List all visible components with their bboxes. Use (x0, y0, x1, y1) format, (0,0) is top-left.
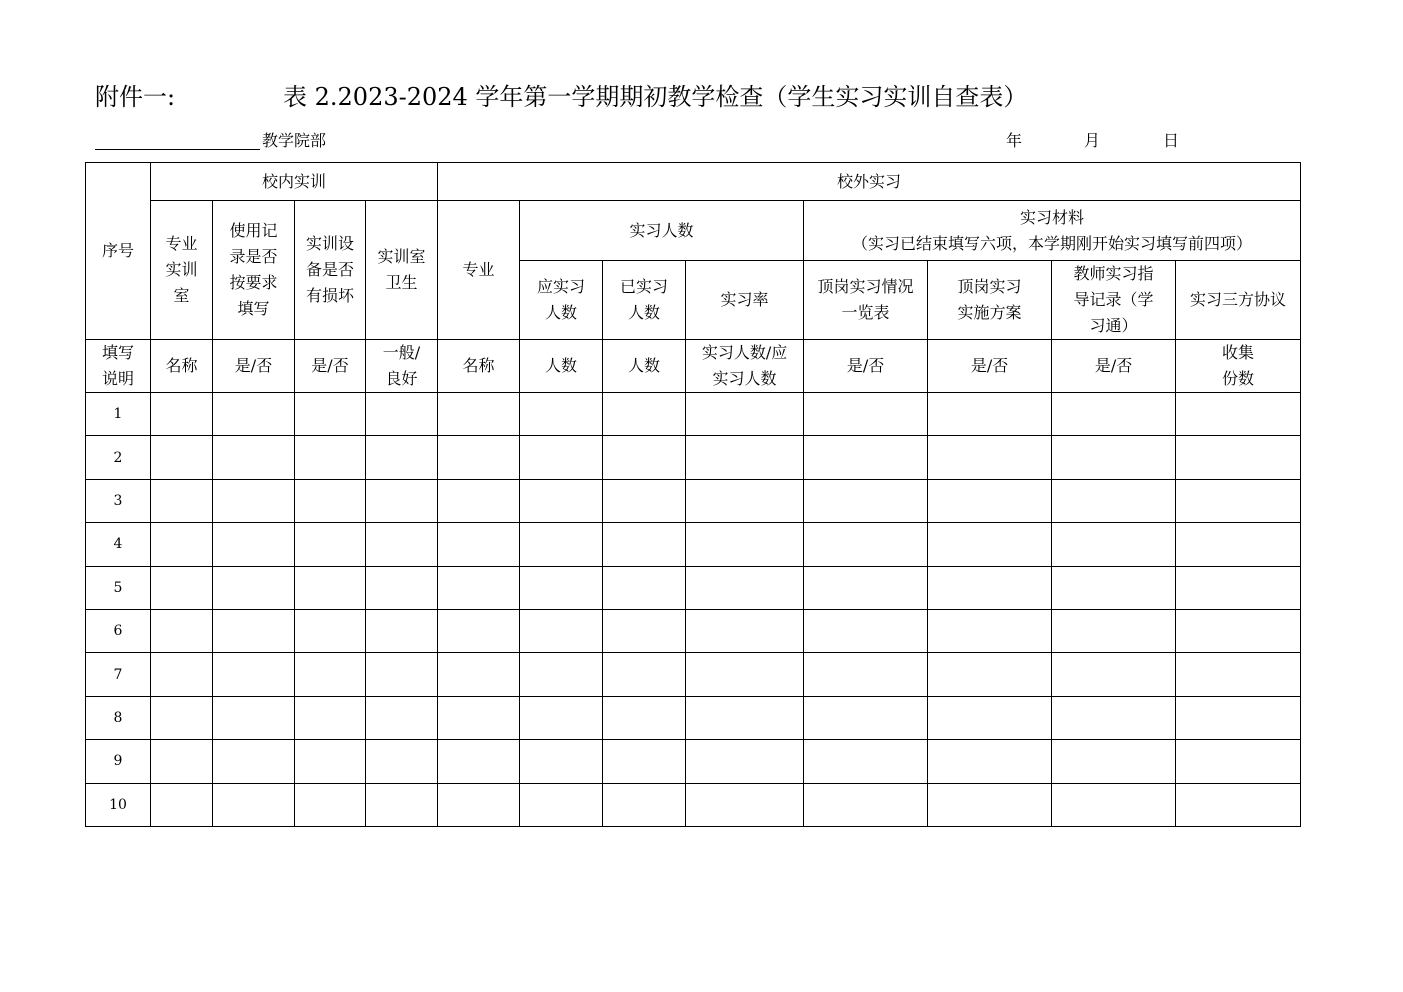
col-actual-count-header (603, 261, 686, 340)
blank-cell[interactable] (928, 566, 1052, 609)
blank-cell[interactable] (366, 740, 438, 783)
table-row (86, 696, 1301, 739)
blank-cell[interactable] (686, 566, 804, 609)
col-plan-text: 顶岗实习实施方案 (957, 277, 1022, 322)
fill-instructions-row (86, 340, 1301, 393)
row-number: 8 (86, 696, 151, 739)
blank-cell[interactable] (213, 609, 295, 652)
blank-cell[interactable] (366, 566, 438, 609)
blank-cell[interactable] (1176, 436, 1301, 479)
fill-cell (686, 340, 804, 393)
blank-cell[interactable] (1052, 609, 1176, 652)
blank-cell[interactable] (928, 436, 1052, 479)
blank-cell[interactable] (366, 696, 438, 739)
blank-cell[interactable] (520, 653, 603, 696)
dept-blank-line (95, 149, 260, 150)
blank-cell[interactable] (438, 566, 520, 609)
col-guidance-header (1052, 261, 1176, 340)
blank-cell[interactable] (1052, 740, 1176, 783)
data-rows (86, 393, 1301, 827)
blank-cell[interactable] (366, 393, 438, 436)
col-agreement-header: 实习三方协议 (1176, 261, 1301, 340)
blank-cell[interactable] (686, 436, 804, 479)
blank-cell[interactable] (213, 479, 295, 522)
fill-cell: 是/否 (928, 340, 1052, 393)
blank-cell[interactable] (520, 479, 603, 522)
blank-cell[interactable] (928, 696, 1052, 739)
blank-cell[interactable] (151, 393, 213, 436)
blank-cell[interactable] (295, 523, 366, 566)
date-day-label: 日 (1163, 131, 1180, 150)
blank-cell[interactable] (151, 696, 213, 739)
blank-cell[interactable] (804, 479, 928, 522)
blank-cell[interactable] (686, 783, 804, 826)
blank-cell[interactable] (520, 436, 603, 479)
blank-cell[interactable] (151, 523, 213, 566)
row-number: 3 (86, 479, 151, 522)
col-plan-header (928, 261, 1052, 340)
intern-materials-header (804, 201, 1301, 261)
row-number: 1 (86, 393, 151, 436)
blank-cell[interactable] (295, 740, 366, 783)
blank-cell[interactable] (603, 783, 686, 826)
blank-cell[interactable] (928, 653, 1052, 696)
fill-cell: 是/否 (213, 340, 295, 393)
blank-cell[interactable] (928, 393, 1052, 436)
blank-cell[interactable] (295, 783, 366, 826)
blank-cell[interactable] (213, 393, 295, 436)
fill-cell: 名称 (151, 340, 213, 393)
blank-cell[interactable] (686, 609, 804, 652)
blank-cell[interactable] (295, 609, 366, 652)
fill-cell-text: 一般/良好 (382, 343, 421, 388)
col-expected-count-text: 应实习人数 (537, 277, 586, 322)
blank-cell[interactable] (1052, 479, 1176, 522)
blank-cell[interactable] (928, 609, 1052, 652)
blank-cell[interactable] (213, 566, 295, 609)
attachment-label: 附件一: (95, 83, 176, 111)
col-hygiene-text: 实训室卫生 (377, 247, 426, 292)
blank-cell[interactable] (928, 479, 1052, 522)
table-row (86, 479, 1301, 522)
blank-cell[interactable] (603, 523, 686, 566)
blank-cell[interactable] (1052, 653, 1176, 696)
date-month-label: 月 (1084, 131, 1101, 150)
col-usage-record-text: 使用记录是否按要求填写 (229, 221, 278, 318)
col-equipment-text: 实训设备是否有损坏 (306, 234, 355, 305)
blank-cell[interactable] (366, 783, 438, 826)
blank-cell[interactable] (1176, 479, 1301, 522)
blank-cell[interactable] (603, 609, 686, 652)
blank-cell[interactable] (213, 653, 295, 696)
table-row (86, 523, 1301, 566)
seq-header: 序号 (86, 163, 151, 340)
blank-cell[interactable] (804, 523, 928, 566)
blank-cell[interactable] (1176, 609, 1301, 652)
fill-cell: 名称 (438, 340, 520, 393)
blank-cell[interactable] (213, 783, 295, 826)
blank-cell[interactable] (804, 393, 928, 436)
external-internship-header: 校外实习 (438, 163, 1301, 201)
table-row (86, 783, 1301, 826)
table-row (86, 609, 1301, 652)
blank-cell[interactable] (295, 436, 366, 479)
blank-cell[interactable] (1052, 393, 1176, 436)
blank-cell[interactable] (804, 436, 928, 479)
blank-cell[interactable] (295, 393, 366, 436)
col-lab-text: 专业实训室 (165, 234, 198, 305)
row-number: 10 (86, 783, 151, 826)
blank-cell[interactable] (603, 479, 686, 522)
table-row (86, 740, 1301, 783)
col-usage-record-header (213, 201, 295, 340)
col-overview-text: 顶岗实习情况一览表 (817, 277, 914, 322)
blank-cell[interactable] (366, 653, 438, 696)
blank-cell[interactable] (1176, 393, 1301, 436)
blank-cell[interactable] (686, 523, 804, 566)
self-check-table (85, 162, 1301, 827)
row-number: 5 (86, 566, 151, 609)
blank-cell[interactable] (151, 783, 213, 826)
fill-cell-text: 收集份数 (1222, 343, 1255, 388)
table-row (86, 653, 1301, 696)
blank-cell[interactable] (151, 436, 213, 479)
blank-cell[interactable] (151, 609, 213, 652)
blank-cell[interactable] (603, 653, 686, 696)
col-actual-count-text: 已实习人数 (620, 277, 669, 322)
blank-cell[interactable] (1176, 696, 1301, 739)
blank-cell[interactable] (366, 523, 438, 566)
form-title: 表 2.2023-2024 学年第一学期期初教学检查（学生实习实训自查表） (283, 83, 1028, 111)
blank-cell[interactable] (520, 609, 603, 652)
blank-cell[interactable] (151, 479, 213, 522)
blank-cell[interactable] (1176, 523, 1301, 566)
blank-cell[interactable] (928, 523, 1052, 566)
blank-cell[interactable] (438, 479, 520, 522)
blank-cell[interactable] (213, 523, 295, 566)
blank-cell[interactable] (1176, 653, 1301, 696)
col-equipment-header (295, 201, 366, 340)
blank-cell[interactable] (295, 696, 366, 739)
blank-cell[interactable] (686, 479, 804, 522)
blank-cell[interactable] (520, 566, 603, 609)
blank-cell[interactable] (1052, 696, 1176, 739)
blank-cell[interactable] (295, 653, 366, 696)
blank-cell[interactable] (438, 653, 520, 696)
col-overview-header (804, 261, 928, 340)
blank-cell[interactable] (1052, 783, 1176, 826)
blank-cell[interactable] (686, 393, 804, 436)
blank-cell[interactable] (804, 696, 928, 739)
blank-cell[interactable] (520, 696, 603, 739)
blank-cell[interactable] (686, 696, 804, 739)
blank-cell[interactable] (213, 740, 295, 783)
col-expected-count-header (520, 261, 603, 340)
blank-cell[interactable] (366, 479, 438, 522)
blank-cell[interactable] (151, 653, 213, 696)
fill-cell: 是/否 (295, 340, 366, 393)
fill-cell-text: 实习人数/应实习人数 (701, 343, 788, 388)
blank-cell[interactable] (438, 436, 520, 479)
blank-cell[interactable] (928, 783, 1052, 826)
row-number: 7 (86, 653, 151, 696)
blank-cell[interactable] (295, 479, 366, 522)
blank-cell[interactable] (520, 740, 603, 783)
blank-cell[interactable] (366, 436, 438, 479)
blank-cell[interactable] (1052, 436, 1176, 479)
blank-cell[interactable] (1176, 566, 1301, 609)
col-guidance-text: 教师实习指导记录（学习通） (1073, 264, 1154, 335)
col-major-header: 专业 (438, 201, 520, 340)
col-lab-header (151, 201, 213, 340)
materials-title: 实习材料 (1020, 207, 1085, 227)
blank-cell[interactable] (213, 696, 295, 739)
blank-cell[interactable] (520, 783, 603, 826)
blank-cell[interactable] (928, 740, 1052, 783)
col-hygiene-header (366, 201, 438, 340)
materials-note: （实习已结束填写六项，本学期刚开始实习填写前四项） (852, 233, 1253, 253)
blank-cell[interactable] (151, 740, 213, 783)
fill-cell (366, 340, 438, 393)
row-number: 9 (86, 740, 151, 783)
internal-training-header: 校内实训 (151, 163, 438, 201)
blank-cell[interactable] (366, 609, 438, 652)
blank-cell[interactable] (520, 393, 603, 436)
blank-cell[interactable] (1176, 740, 1301, 783)
blank-cell[interactable] (438, 609, 520, 652)
dept-label: 教学院部 (262, 131, 327, 150)
blank-cell[interactable] (603, 740, 686, 783)
fill-label-text: 填写说明 (102, 343, 135, 388)
intern-count-header: 实习人数 (520, 201, 804, 261)
row-number: 2 (86, 436, 151, 479)
blank-cell[interactable] (804, 653, 928, 696)
blank-cell[interactable] (804, 740, 928, 783)
table-row (86, 436, 1301, 479)
header-row-2 (86, 201, 1301, 261)
blank-cell[interactable] (686, 740, 804, 783)
col-rate-header: 实习率 (686, 261, 804, 340)
table-row (86, 566, 1301, 609)
fill-label (86, 340, 151, 393)
fill-cell (1176, 340, 1301, 393)
blank-cell[interactable] (438, 393, 520, 436)
blank-cell[interactable] (804, 783, 928, 826)
blank-cell[interactable] (603, 393, 686, 436)
blank-cell[interactable] (295, 566, 366, 609)
blank-cell[interactable] (1052, 566, 1176, 609)
header-row-1 (86, 163, 1301, 201)
blank-cell[interactable] (1052, 523, 1176, 566)
blank-cell[interactable] (603, 566, 686, 609)
fill-cell: 是/否 (804, 340, 928, 393)
date-year-label: 年 (1006, 131, 1023, 150)
blank-cell[interactable] (213, 436, 295, 479)
blank-cell[interactable] (438, 696, 520, 739)
row-number: 6 (86, 609, 151, 652)
fill-cell: 是/否 (1052, 340, 1176, 393)
blank-cell[interactable] (1176, 783, 1301, 826)
row-number: 4 (86, 523, 151, 566)
table-row (86, 393, 1301, 436)
blank-cell[interactable] (804, 566, 928, 609)
blank-cell[interactable] (438, 740, 520, 783)
blank-cell[interactable] (438, 783, 520, 826)
blank-cell[interactable] (438, 523, 520, 566)
fill-cell: 人数 (520, 340, 603, 393)
blank-cell[interactable] (603, 696, 686, 739)
blank-cell[interactable] (520, 523, 603, 566)
blank-cell[interactable] (603, 436, 686, 479)
blank-cell[interactable] (686, 653, 804, 696)
blank-cell[interactable] (151, 566, 213, 609)
blank-cell[interactable] (804, 609, 928, 652)
fill-cell: 人数 (603, 340, 686, 393)
